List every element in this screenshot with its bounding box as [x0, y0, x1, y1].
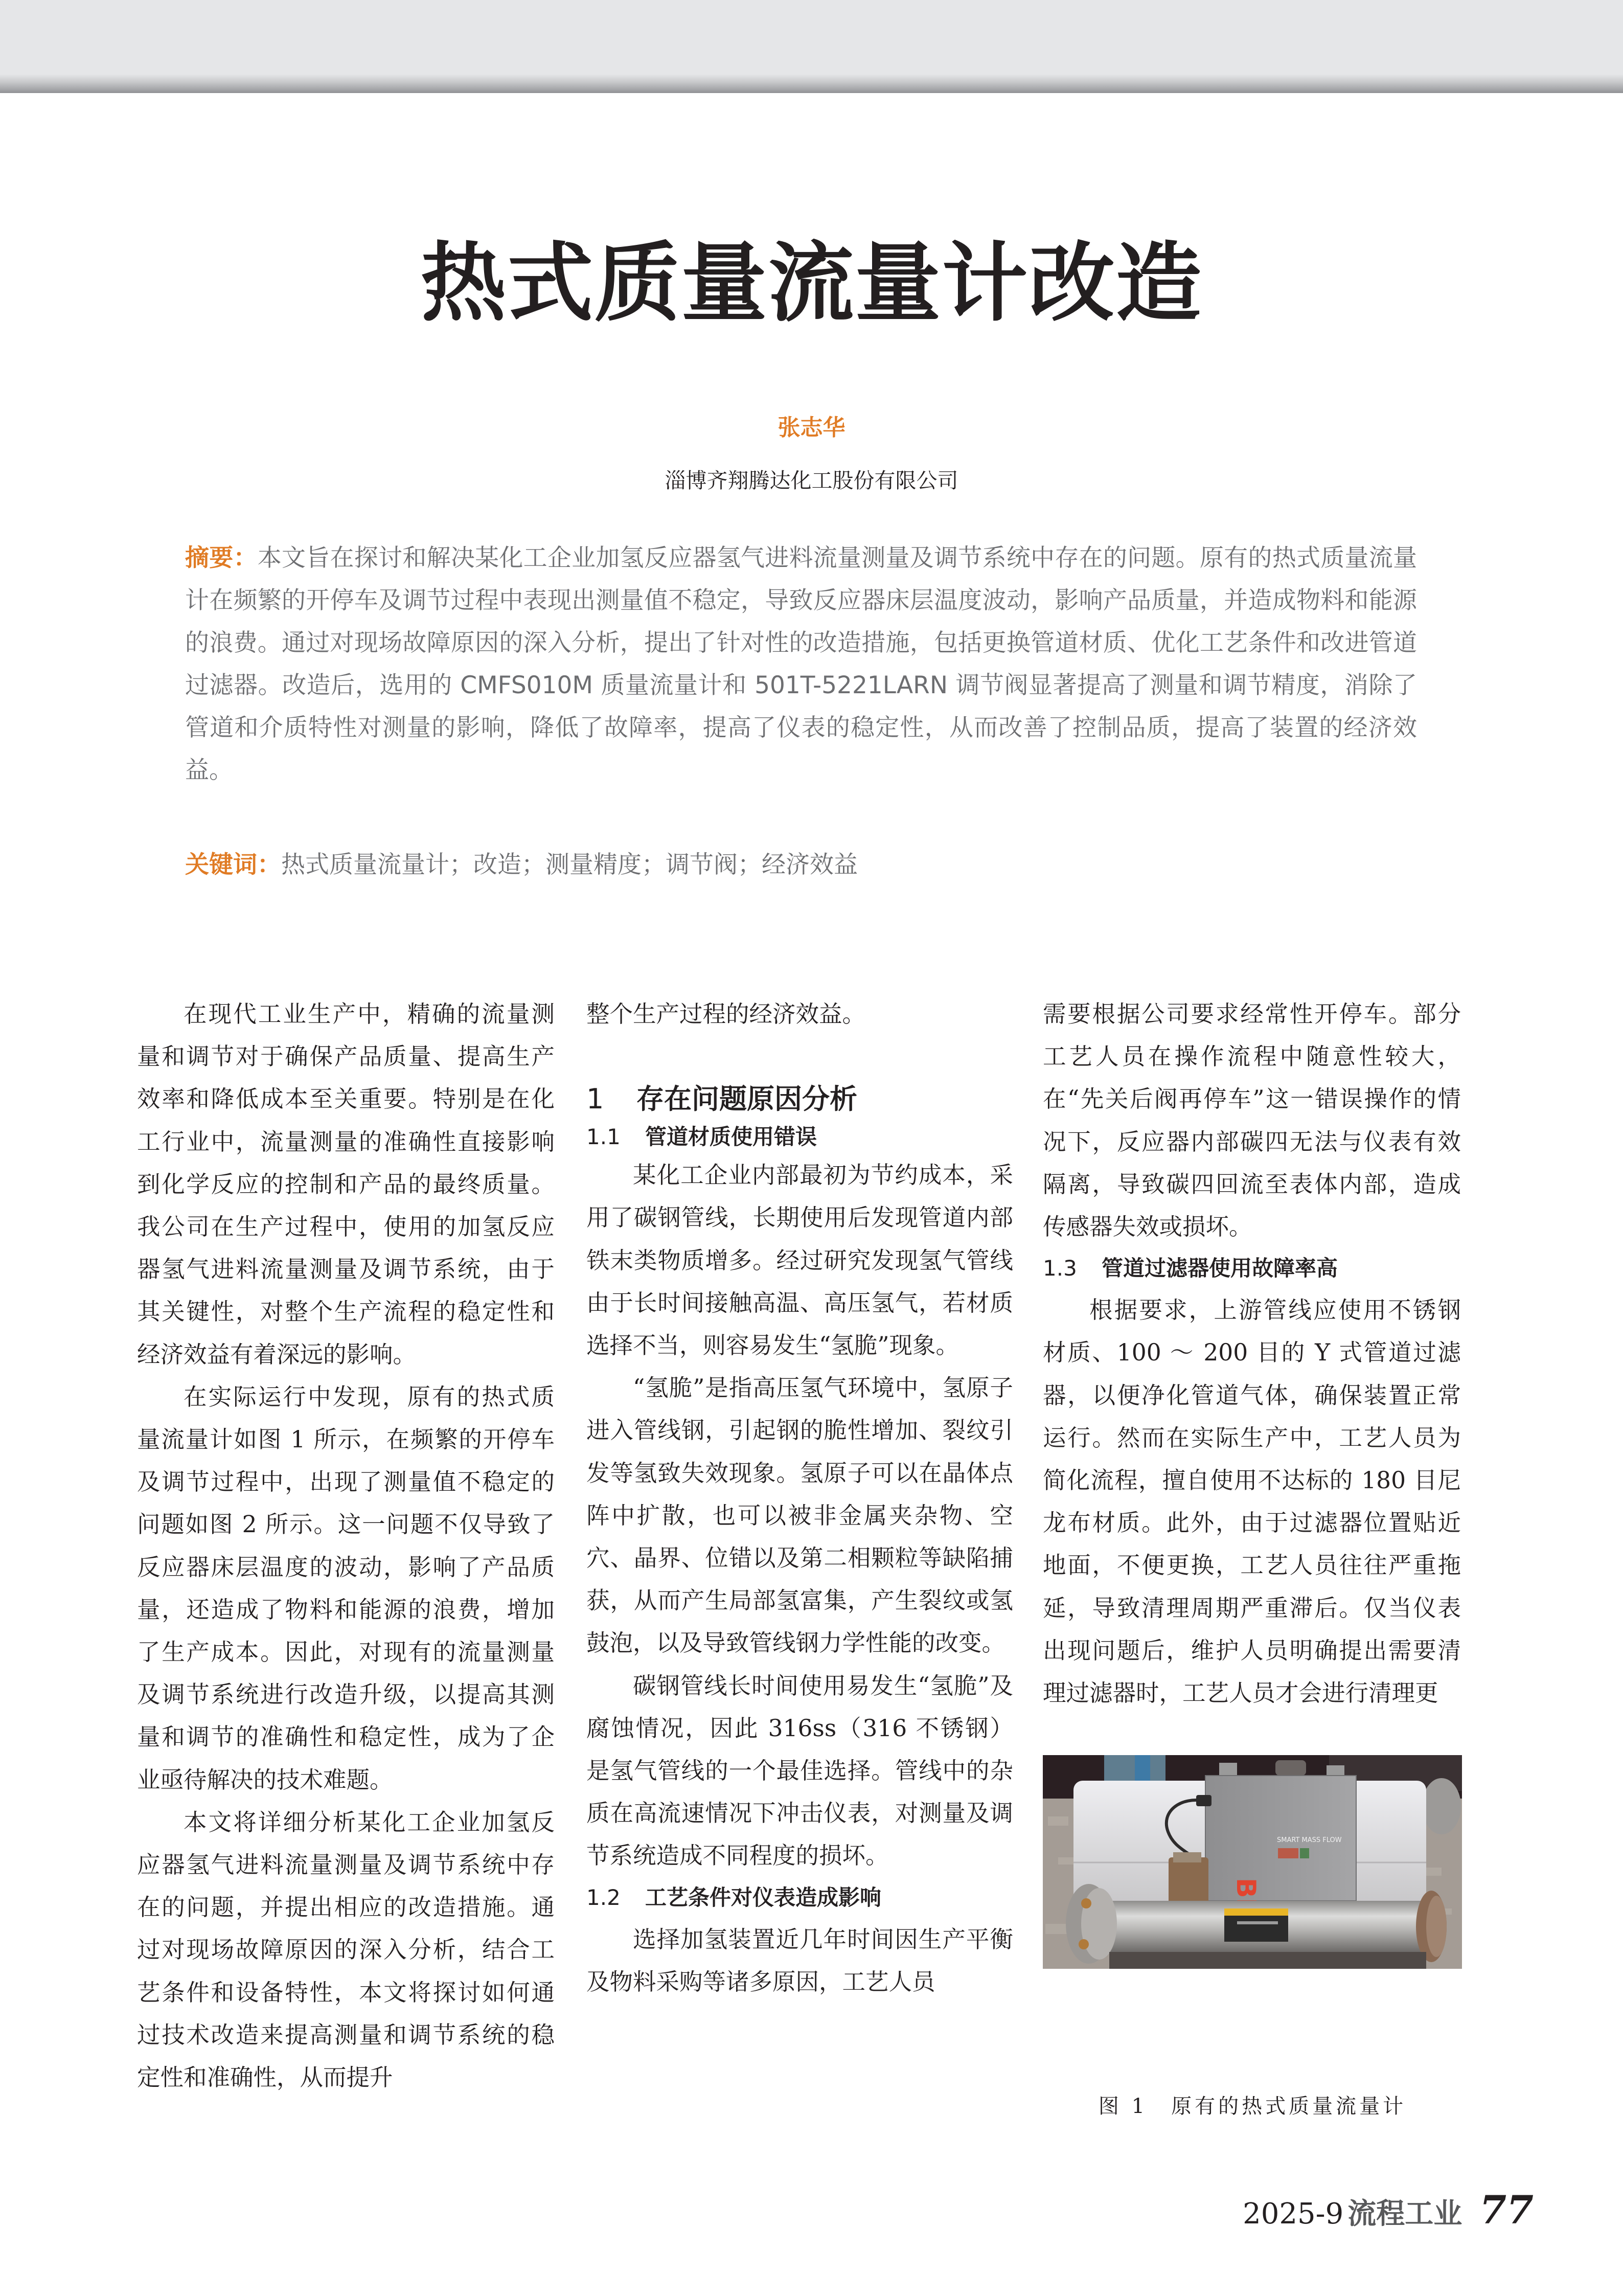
section-heading-1	[586, 1078, 1013, 1120]
paragraph: 在现代工业生产中，精确的流量测量和调节对于确保产品质量、提高生产效率和降低成本至关重要。特别是在化工行业中，流量测量的准确性直接影响到化学反应的控制和产品的最终质量。我公司在生产过程中，使用的加氢反应器氢气进料流量测量及调节系统，由于其关键性，对整个生产流程的稳定性和经济效益有着深远的影响。	[137, 1001, 555, 1368]
issue-number: 2025-9	[1243, 2197, 1344, 2231]
paragraph: 需要根据公司要求经常性开停车。部分工艺人员在操作流程中随意性较大，在“先关后阀再停车”这一错误操作的情况下，反应器内部碳四无法与仪表有效隔离，导致碳四回流至表体内部，造成传感器失效或损坏。	[1043, 1001, 1461, 1241]
flowmeter-photo	[1043, 1755, 1462, 1969]
abstract-text: 本文旨在探讨和解决某化工企业加氢反应器氢气进料流量测量及调节系统中存在的问题。原有的热式质量流量计在频繁的开停车及调节过程中表现出测量值不稳定，导致反应器床层温度波动，影响产品质量，并造成物料和能源的浪费。通过对现场故障原因的深入分析，提出了针对性的改造措施，包括更换管道材质、优化工艺条件和改进管道过滤器。改造后，选用的 CMFS010M 质量流量计和 501T-5221LARN 调节阀显著提高了测量和调节精度，消除了管道和介质特性对测量的影响，降低了故障率，提高了仪表的稳定性，从而改善了控制品质，提高了装置的经济效益。	[185, 544, 1417, 784]
section-title: 存在问题原因分析	[636, 1083, 857, 1116]
top-band	[0, 0, 1623, 93]
subsection-heading-1-3	[1043, 1248, 1461, 1289]
author-name: 张志华	[778, 415, 845, 441]
paragraph: “氢脆”是指高压氢气环境中，氢原子进入管线钢，引起钢的脆性增加、裂纹引发等氢致失效现象。氢原子可以在晶体点阵中扩散，也可以被非金属夹杂物、空穴、晶界、位错以及第二相颗粒等缺陷捕获，从而产生局部氢富集，产生裂纹或氢鼓泡，以及导致管线钢力学性能的改变。	[586, 1374, 1013, 1657]
figure-1-photo	[1043, 1755, 1462, 1969]
subsection-number: 1.3	[1043, 1256, 1077, 1281]
page-number: 77	[1479, 2187, 1534, 2233]
subsection-heading-1-2	[586, 1877, 1013, 1918]
subsection-heading-1-1	[586, 1120, 1013, 1154]
journal-name: 流程工业	[1347, 2197, 1462, 2231]
subsection-title: 工艺条件对仪表造成影响	[645, 1884, 882, 1910]
paragraph: 在实际运行中发现，原有的热式质量流量计如图 1 所示，在频繁的开停车及调节过程中，出现了测量值不稳定的问题如图 2 所示。这一问题不仅导致了反应器床层温度的波动，影响了产品质量，还造成了物料和能源的浪费，增加了生产成本。因此，对现有的流量测量及调节系统进行改造升级，以提高其测量和调节的准确性和稳定性，成为了企业亟待解决的技术难题。	[137, 1383, 555, 1793]
body-column-3	[1043, 993, 1461, 1714]
subsection-title: 管道过滤器使用故障率高	[1102, 1256, 1338, 1281]
paragraph: 整个生产过程的经济效益。	[586, 1001, 866, 1028]
subsection-number: 1.1	[586, 1124, 621, 1150]
article-title: 热式质量流量计改造	[420, 233, 1203, 333]
body-column-1	[137, 993, 555, 2099]
paragraph: 本文将详细分析某化工企业加氢反应器氢气进料流量测量及调节系统中存在的问题，并提出相应的改造措施。通过对现场故障原因的深入分析，结合工艺条件和设备特性，本文将探讨如何通过技术改造来提高测量和调节系统的稳定性和准确性，从而提升	[137, 1808, 555, 2092]
figure-1-caption: 图 1 原有的热式质量流量计	[1098, 2095, 1407, 2118]
panel-label-text: SMART MASS FLOW	[1277, 1836, 1342, 1844]
subsection-number: 1.2	[586, 1884, 621, 1910]
paragraph: 根据要求，上游管线应使用不锈钢材质、100 ～ 200 目的 Y 式管道过滤器，以便净化管道气体，确保装置正常运行。然而在实际生产中，工艺人员为简化流程，擅自使用不达标的 180 目尼龙布材质。此外，由于过滤器位置贴近地面，不便更换，工艺人员往往严重拖延，导致清理周期严重滞后。仅当仪表出现问题后，维护人员明确提出需要清理过滤器时，工艺人员才会进行清理更	[1043, 1297, 1461, 1707]
author-affiliation: 淄博齐翔腾达化工股份有限公司	[665, 468, 958, 493]
abstract-label: 摘要：	[185, 544, 258, 572]
page-footer	[1227, 2187, 1534, 2233]
paragraph: 某化工企业内部最初为节约成本，采用了碳钢管线，长期使用后发现管道内部铁末类物质增多。经过研究发现氢气管线由于长时间接触高温、高压氢气，若材质选择不当，则容易发生“氢脆”现象。	[586, 1162, 1013, 1359]
body-column-2	[586, 993, 1013, 2003]
keywords	[185, 844, 1417, 886]
section-number: 1	[586, 1083, 604, 1116]
keywords-text: 热式质量流量计；改造；测量精度；调节阀；经济效益	[281, 851, 858, 879]
abstract	[185, 537, 1417, 791]
paragraph: 碳钢管线长时间使用易发生“氢脆”及腐蚀情况，因此 316ss（316 不锈钢）是氢气管线的一个最佳选择。管线中的杂质在高流速情况下冲击仪表，对测量及调节系统造成不同程度的损坏。	[586, 1672, 1013, 1870]
paragraph: 选择加氢装置近几年时间因生产平衡及物料采购等诸多原因，工艺人员	[586, 1925, 1013, 1995]
keywords-label: 关键词：	[185, 851, 281, 879]
subsection-title: 管道材质使用错误	[645, 1124, 817, 1150]
